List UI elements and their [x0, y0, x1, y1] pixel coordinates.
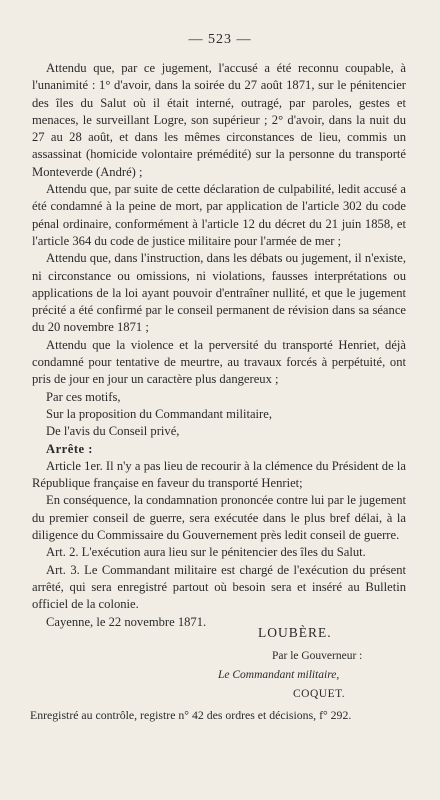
- document-body: [32, 60, 406, 631]
- signature-par-le-gouverneur: Par le Gouverneur :: [272, 650, 363, 662]
- paragraph-proposition: Sur la proposition du Commandant militaire,: [46, 406, 272, 421]
- paragraph-attendu-4: Attendu que la violence et la perversité du transporté Henriet, déjà condamné pour tentative de meurtre, au travaux forcés à perpétuité, ont pris de jour en jour un caractère plus dangereux ;: [32, 337, 406, 387]
- page-number: — 523 —: [188, 32, 252, 47]
- paragraph-avis: De l'avis du Conseil privé,: [46, 424, 180, 439]
- paragraph-attendu-2: Attendu que, par suite de cette déclaration de culpabilité, ledit accusé a été condamné à la peine de mort, par application de l'article 302 du code pénal ordinaire, conformément à l'article 12 du décret du 21 juin 1858, et l'article 364 du code de justice militaire pour l'armée de mer ;: [32, 182, 406, 248]
- paragraph-motifs: Par ces motifs,: [46, 389, 121, 404]
- article-2: Art. 2. L'exécution aura lieu sur le pénitencier des îles du Salut.: [46, 545, 366, 560]
- article-consequence: En conséquence, la condamnation prononcée contre lui par le jugement du premier conseil de guerre, sera exécutée dans le plus bref délai, à la diligence du Commissaire du Gouvernement près ledit conseil de guerre.: [32, 493, 406, 543]
- signature-role: Le Commandant militaire,: [218, 669, 340, 681]
- date-line: Cayenne, le 22 novembre 1871.: [46, 614, 207, 629]
- registry-note: Enregistré au contrôle, registre n° 42 des ordres et décisions, f° 292.: [30, 708, 352, 722]
- article-3: Art. 3. Le Commandant militaire est chargé de l'exécution du présent arrêté, qui sera enregistré partout où besoin sera et inséré au Bulletin officiel de la colonie.: [32, 562, 406, 612]
- paragraph-attendu-1: Attendu que, par ce jugement, l'accusé a été reconnu coupable, à l'unanimité : 1° d'avoir, dans la soirée du 27 août 1871, sur le pénitencier des îles du Salut où il était interné, outragé, par paroles, gestes et menaces, le surveillant Logre, son supérieur ; 2° d'avoir, dans la nuit du 27 au 28 août, et dans les mêmes circonstances de lieu, commis un assassinat (homicide volontaire prémédité) sur la personne du transporté Monteverde (André) ;: [32, 61, 406, 179]
- arrete-heading: Arrête :: [46, 441, 93, 456]
- article-1: Article 1er. Il n'y a pas lieu de recourir à la clémence du Président de la République française en faveur du transporté Henriet;: [32, 458, 406, 491]
- signature-cosigner: COQUET.: [293, 688, 346, 700]
- signature-name: LOUBÈRE.: [258, 625, 332, 640]
- paragraph-attendu-3: Attendu que, dans l'instruction, dans les débats ou jugement, il n'existe, ni circonstance ou omissions, ni violations, fausses interprétations ou applications de la loi ayant pouvoir d'entraîner nullité, et que le jugement précité a été confirmé par le conseil permanent de révision dans sa séance du 20 novembre 1871 ;: [32, 251, 406, 335]
